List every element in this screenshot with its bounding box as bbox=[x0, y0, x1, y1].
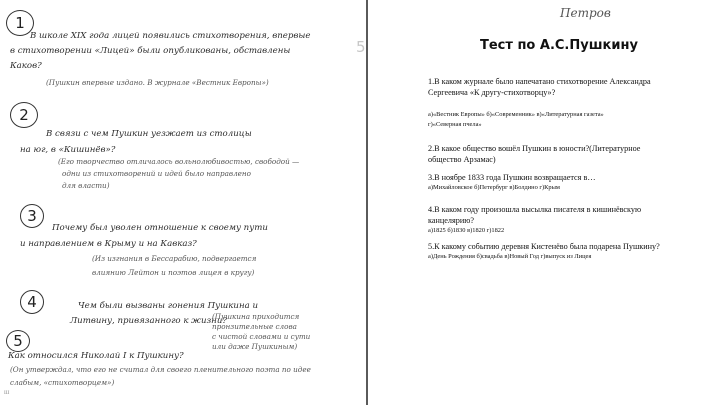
question-1 bbox=[428, 76, 651, 130]
question-1-options-line-1: а)«Вестник Европы» б)«Современник» в)«Литературная газета» bbox=[428, 111, 604, 118]
question-4-line-1: 4.В каком году произошла высылка писателя в кишинёвскую bbox=[428, 205, 642, 214]
item-5-answer-line-1: (Он утверждал, что его не считал для своего пленительного поэта по идее bbox=[10, 365, 311, 374]
question-2-line-2: общество Арзамас) bbox=[428, 155, 496, 164]
item-3-question-line-1: Почему был уволен отношение к своему пути bbox=[52, 223, 268, 233]
margin-mark: 5 bbox=[356, 38, 366, 56]
signature: Петров bbox=[560, 6, 611, 20]
question-3-line-1: 3.В ноябре 1833 года Пушкин возвращается в… bbox=[428, 173, 596, 182]
item-4-question-line-2: Литвину, привязанного к жизни? bbox=[70, 316, 227, 326]
question-1-line-1: 1.В каком журнале было напечатано стихотворение Александра bbox=[428, 77, 651, 86]
question-4-line-2: канцелярию? bbox=[428, 216, 474, 225]
question-4 bbox=[428, 204, 641, 236]
question-2-line-1: 2.В какое общество вошёл Пушкин в юности?(Литературное bbox=[428, 144, 641, 153]
question-3-options: а)Михайловское б)Петербург в)Болдино г)Крым bbox=[428, 184, 560, 191]
corner-mark: ш bbox=[4, 388, 10, 396]
item-number-5: 5 bbox=[6, 330, 30, 352]
item-2-answer-line-3: для власти) bbox=[62, 181, 110, 190]
question-3 bbox=[428, 172, 596, 193]
item-4-answer-line-1: (Пушкина приходится bbox=[212, 312, 300, 321]
item-number-3: 3 bbox=[20, 204, 44, 228]
item-number-2: 2 bbox=[10, 102, 38, 128]
item-number-4: 4 bbox=[20, 290, 44, 314]
item-2-answer-line-1: (Его творчество отличалось вольнолюбивостью, свободой — bbox=[58, 157, 300, 166]
item-1-question-line-1: В школе XIX года лицей появились стихотворения, впервые bbox=[30, 31, 311, 41]
item-2-answer-line-2: одни из стихотворений и идей было направлено bbox=[62, 169, 251, 178]
question-1-options-line-2: г)«Северная пчела» bbox=[428, 121, 482, 128]
question-5-line-1: 5.К какому событию деревня Кистенёво была подарена Пушкину? bbox=[428, 242, 660, 251]
item-5-answer-line-2: слабым, «стихотворцем») bbox=[10, 378, 115, 387]
question-2 bbox=[428, 143, 640, 165]
item-4-answer-line-3: с чистой словами и сути bbox=[212, 332, 311, 341]
question-5 bbox=[428, 241, 660, 262]
item-2-question-line-1: В связи с чем Пушкин уезжает из столицы bbox=[46, 129, 252, 139]
item-5-question-line-1: Как относился Николай I к Пушкину? bbox=[8, 351, 184, 361]
question-4-options: а)1825 б)1830 в)1820 г)1822 bbox=[428, 227, 505, 234]
item-3-answer-line-1: (Из изгнания в Бессарабию, подвергается bbox=[92, 254, 257, 263]
item-number-1: 1 bbox=[6, 10, 34, 36]
test-title: Тест по А.С.Пушкину bbox=[480, 38, 638, 53]
item-4-answer-line-2: пронзительные слова bbox=[212, 322, 297, 331]
item-2-question-line-2: на юг, в «Кишинёв»? bbox=[20, 145, 116, 155]
item-1-answer: (Пушкин впервые издано. В журнале «Вестник Европы») bbox=[46, 78, 269, 87]
item-1-question-line-2: в стихотворении «Лицей» были опубликованы, обставлены bbox=[10, 46, 291, 56]
question-1-line-2: Сергеевича «К другу-стихотворцу»? bbox=[428, 88, 556, 97]
item-4-answer-line-4: или даже Пушкиным) bbox=[212, 342, 298, 351]
item-3-answer-line-2: влиянию Лейтон и поэтов лицея в кругу) bbox=[92, 268, 255, 277]
printed-test-page bbox=[368, 0, 720, 405]
item-3-question-line-2: и направлением в Крыму и на Кавказ? bbox=[20, 239, 197, 249]
item-1-question-line-3: Каков? bbox=[10, 61, 42, 71]
item-4-question-line-1: Чем были вызваны гонения Пушкина и bbox=[78, 301, 258, 311]
question-5-options: а)День Рождения б)свадьба в)Новый Год г)выпуск из Лицея bbox=[428, 253, 592, 260]
